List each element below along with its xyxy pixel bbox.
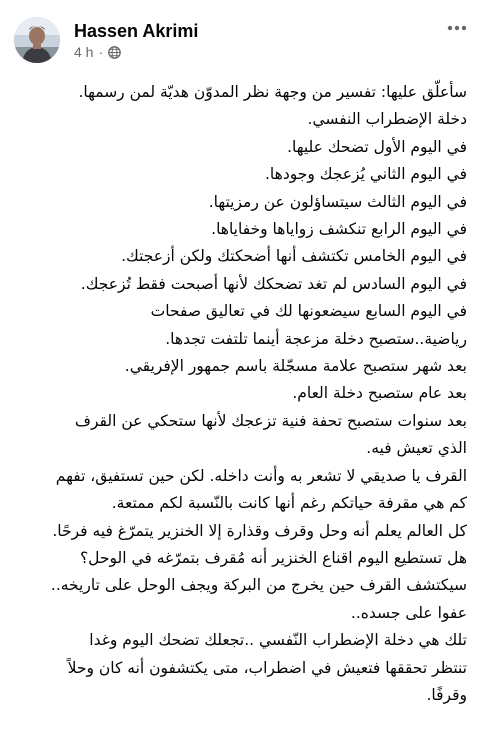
post-text-line: في اليوم السادس لم تغد تضحكك لأنها أصبحت فقط تُزعجك. (80, 274, 467, 293)
author-avatar[interactable] (14, 17, 60, 63)
post-text-line: هل تستطيع اليوم اقناع الخنزير أنه مُقرف بتمرّغه في الوحل؟ (79, 548, 467, 567)
globe-icon[interactable] (108, 46, 121, 59)
post-text-line: في اليوم السابع سيضعونها لك في تعاليق صفحات (150, 302, 467, 321)
post-text-line: في اليوم الثالث سيتساؤلون عن رمزيتها. (208, 192, 467, 211)
separator-dot: · (98, 44, 104, 60)
more-dots-icon[interactable] (445, 16, 469, 40)
post-text-line: سأعلّق عليها: تفسير من وجهة نظر المدوّن هديّة لمن رسمها. (78, 83, 467, 101)
post-time[interactable]: 4 h (74, 44, 94, 60)
post-meta (74, 20, 198, 60)
post-text-line: في اليوم الأول تضحك عليها. (287, 137, 467, 156)
post-text-line: بعد عام ستصبح دخلة العام. (292, 384, 467, 403)
post-text-line: تلك هي دخلة الإضطراب النّفسي ..تجعلك تضحك اليوم وغدا (89, 631, 467, 650)
post-text-line: في اليوم الخامس تكتشف أنها أضحكتك ولكن أزعجتك. (121, 247, 467, 266)
post-text-line: في اليوم الثاني يُزعجك وجودها. (265, 165, 467, 184)
post-text-line: بعد سنوات ستصبح تحفة فنية تزعجك لأنها ستحكي عن القرف (74, 411, 467, 430)
post-text-line: رياضية..ستصبح دخلة مزعجة أينما تلتفت تجدها. (165, 329, 467, 348)
post-text-line: عفوا على جسده.. (350, 603, 467, 622)
post-text-line: سيكتشف القرف حين يخرج من البركة ويجف الوحل على تاريخه.. (50, 576, 467, 595)
post-text-line: كل العالم يعلم أنه وحل وقرف وقذارة إلا الخنزير يتمرّغ فيه فرحًا. (52, 521, 467, 540)
post-text (16, 79, 467, 709)
post-text-line: في اليوم الرابع تنكشف زواياها وخفاياها. (211, 220, 467, 239)
post-subtitle (74, 44, 198, 60)
author-name[interactable]: Hassen Akrimi (74, 21, 199, 41)
post-text-line: القرف يا صديقي لا تشعر به وأنت داخله. لكن حين تستفيق، تفهم (55, 466, 467, 485)
post-text-line: الذي تعيش فيه. (366, 439, 467, 458)
post-text-line: وقرفًا. (426, 685, 467, 704)
post-text-line: كم هي مقرفة حياتكم رغم أنها كانت بالنّسبة لكم ممتعة. (111, 494, 467, 513)
post-header (14, 12, 198, 68)
post-text-line: بعد شهر ستصبح علامة مسجّلة باسم جمهور الإفريقي. (124, 357, 467, 376)
avatar-photo (14, 17, 60, 63)
post-text-line: دخلة الإضطراب النفسي. (307, 110, 467, 129)
post-text-line: تنتظر تحققها فتعيش في اضطراب، متى يكتشفون أنه كان وحلاً (67, 658, 467, 677)
